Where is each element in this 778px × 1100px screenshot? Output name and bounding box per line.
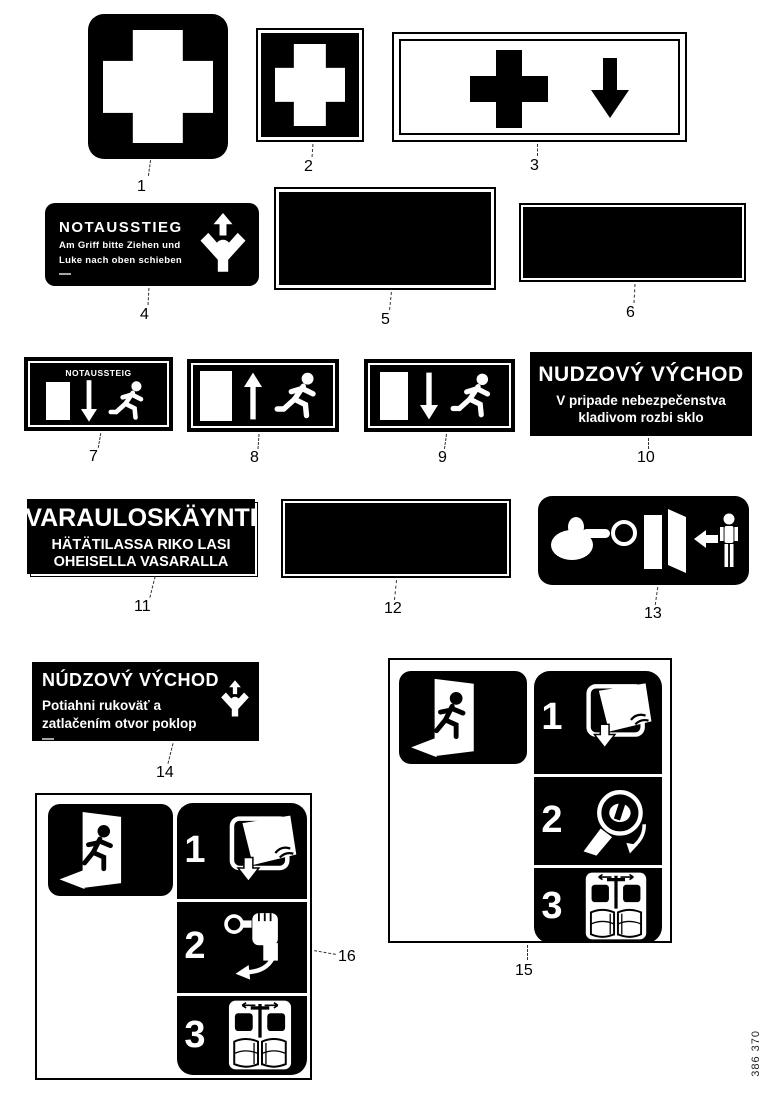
nudzovy-vychod-sign: [530, 352, 752, 436]
running-man-icon: [274, 370, 326, 422]
leader-line-15: [527, 945, 528, 960]
leader-line-3: [537, 144, 538, 156]
leader-line-8: [257, 434, 259, 449]
sign-title: Nooduitgang: [552, 218, 713, 249]
notausstieg-hatch-sign: [45, 203, 259, 286]
hatakahva-varauloskaynti-sign: [281, 499, 511, 578]
button-icon: [613, 522, 635, 544]
callout-5: 5: [381, 311, 390, 328]
door-icon: [380, 372, 408, 420]
nudzovy-vychod-hatch-sign: [32, 662, 259, 741]
callout-11: 11: [134, 598, 151, 615]
exit-up-pictogram-sign: [187, 359, 339, 432]
down-arrow-icon: [81, 379, 97, 423]
left-arrow-icon: [694, 530, 718, 548]
callout-7: 7: [89, 448, 98, 465]
leader-line-11: [149, 576, 155, 598]
step-number: 1: [541, 696, 563, 738]
sign-instruction: kladivom rozbi sklo: [578, 410, 704, 425]
leader-line-13: [655, 587, 658, 605]
push-doors-apart-icon: [579, 870, 653, 942]
sign-instruction: IM NOTFALL DEM NOTHAMMER: [303, 243, 467, 255]
sign-title: NÚDZOVÝ VÝCHOD: [42, 670, 220, 690]
emergency-exit-instruction-panel-right: [388, 658, 672, 943]
open-door-icon: [644, 509, 686, 573]
turn-handle-icon: [575, 782, 657, 858]
sign-title: NOTAUSSTIEG: [59, 218, 183, 236]
down-arrow-icon: [420, 371, 438, 421]
sign-instruction: HÄTÄTILASSA RIKO LASI: [51, 536, 231, 553]
door-icon: [200, 371, 232, 421]
leader-line-9: [444, 434, 447, 449]
steps-column: [534, 671, 662, 943]
step-number: 3: [184, 1014, 206, 1056]
remove-cover-icon: [574, 677, 658, 757]
varauloskaynti-sign: [27, 499, 255, 574]
first-aid-cross-large-sign: [88, 14, 228, 159]
notaussteig-exit-pictogram-sign: [24, 357, 173, 431]
sign-instruction: VEDÄ KAHVASTA JA NOSTA: [331, 549, 461, 561]
sign-instruction: Am Griff bitte Ziehen und: [59, 239, 181, 251]
callout-13: 13: [644, 605, 662, 622]
sign-instruction: V pripade nebezpečenstva: [556, 393, 726, 408]
callout-4: 4: [140, 306, 149, 323]
sign-title: HÄTÄKAHVA: [340, 503, 452, 523]
door-button-pictogram-sign: [538, 496, 749, 585]
fine-print-mark: [42, 738, 54, 740]
fine-print-mark: [59, 273, 71, 275]
leader-line-5: [389, 292, 392, 310]
up-arrow-icon: [244, 370, 262, 422]
leader-line-4: [148, 288, 150, 305]
callout-9: 9: [438, 449, 447, 466]
first-aid-cross-small-sign: [256, 28, 364, 142]
sign-instruction: Potiahni rukoväť a: [42, 698, 161, 713]
step-number: 2: [541, 798, 563, 841]
sign-instruction: Luke nach oben schieben: [59, 254, 183, 266]
sign-title: NUDZOVÝ VÝCHOD: [538, 363, 744, 386]
emergency-exit-instruction-panel-left: [35, 793, 312, 1080]
leader-line-7: [98, 433, 102, 448]
sign-title: NOTAUSSTEIG: [300, 206, 470, 232]
pressing-hand-icon: [551, 517, 610, 560]
sign-instruction: zatlačením otvor poklop: [42, 716, 197, 731]
leader-line-1: [148, 160, 151, 176]
callout-16: 16: [338, 948, 356, 965]
leader-line-6: [634, 284, 636, 303]
leader-line-2: [312, 144, 314, 157]
steps-column: [177, 803, 307, 1075]
step-number: 2: [184, 925, 206, 967]
remove-cover-icon: [217, 809, 303, 891]
leader-line-10: [648, 438, 649, 449]
nooduitgang-sign: [519, 203, 746, 282]
exit-running-man-icon: [399, 671, 527, 764]
sign-title: VARAULOSKÄYNTI: [25, 503, 257, 532]
callout-12: 12: [384, 600, 402, 617]
push-hatch-up-icon: [219, 666, 251, 734]
callout-15: 15: [515, 962, 533, 979]
press-button-open-door-pictogram: [548, 505, 740, 577]
sign-title: NOTAUSSTEIG: [65, 368, 132, 378]
push-doors-apart-icon: [222, 998, 298, 1072]
pull-handle-icon: [218, 906, 302, 986]
running-man-icon: [108, 379, 152, 423]
callout-14: 14: [156, 764, 174, 781]
door-icon: [46, 382, 70, 420]
sign-instruction: OHEISELLA VASARALLA: [53, 553, 229, 570]
step-number: 1: [184, 829, 206, 871]
sign-instruction: SCHEIBE EINSCHLAGEN: [321, 259, 449, 271]
running-man-icon: [450, 371, 500, 421]
exit-door-tile: [48, 804, 173, 896]
exit-door-tile: [399, 671, 527, 764]
push-hatch-up-icon: [197, 213, 249, 277]
callout-2: 2: [304, 158, 313, 175]
standing-person-icon: [720, 513, 738, 567]
exit-running-man-icon: [48, 804, 173, 896]
callout-10: 10: [637, 449, 655, 466]
callout-8: 8: [250, 449, 259, 466]
notaussteig-hammer-sign: [274, 187, 496, 290]
callout-1: 1: [137, 178, 146, 195]
exit-down-pictogram-sign: [364, 359, 515, 432]
sign-instruction: LUUKKU AUKI: [363, 562, 429, 574]
leader-line-16: [314, 950, 336, 955]
step-number: 3: [541, 884, 563, 927]
leader-line-12: [394, 580, 397, 600]
down-arrow-icon: [589, 58, 631, 120]
first-aid-cross-arrow-panel: [392, 32, 687, 142]
sign-instruction: In nood breek het glas met de hamer: [523, 252, 742, 267]
leader-line-14: [167, 743, 173, 764]
sign-title: VARAULOSKÄYNTI: [295, 523, 497, 547]
callout-3: 3: [530, 157, 539, 174]
part-number: 386 370: [750, 1030, 762, 1077]
callout-6: 6: [626, 304, 635, 321]
